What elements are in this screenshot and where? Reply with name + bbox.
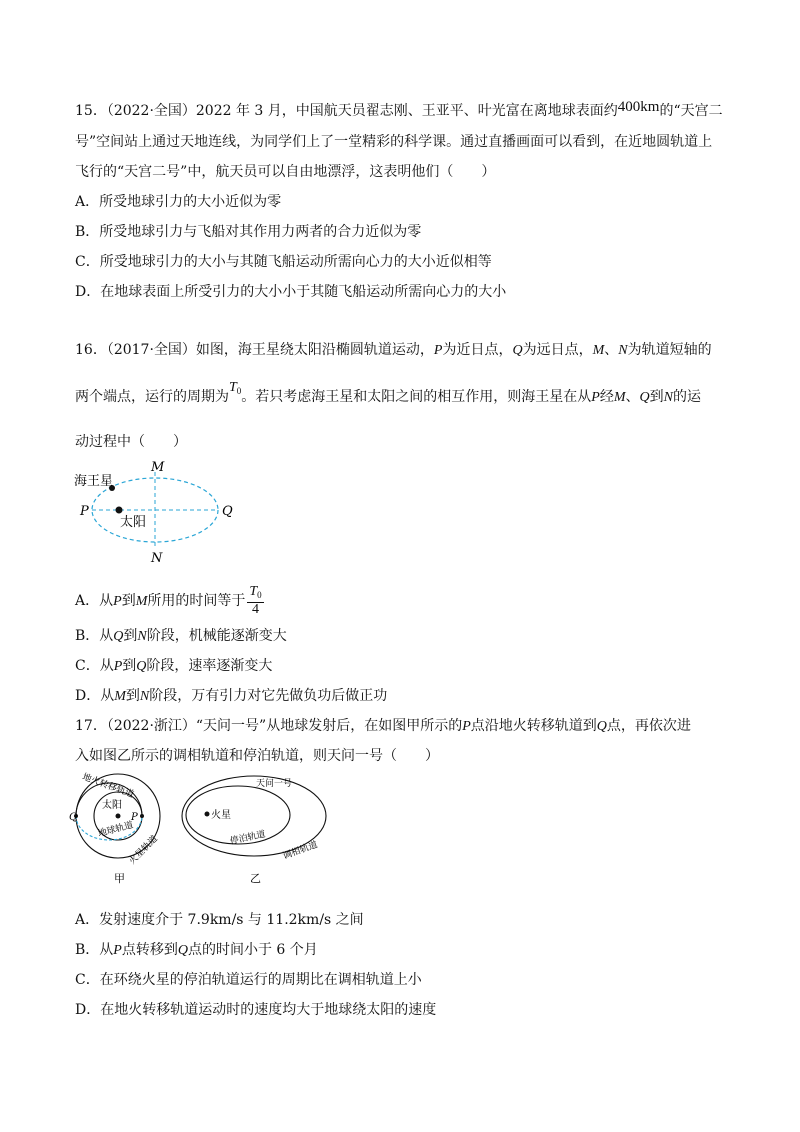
- t0-over-4: $\frac{T_0}{4}$: [249, 584, 262, 617]
- q17-figure-jia: [69, 766, 182, 886]
- sun-dot: [116, 814, 121, 819]
- q17-option-b: B．从P点转移到Q点的时间小于 6 个月: [75, 942, 318, 958]
- q16-option-d: D．从M到N阶段，万有引力对它先做负功后做正功: [75, 688, 388, 704]
- q17-stem-line1: 17．（2022·浙江）“天问一号”从地球发射后，在如图甲所示的P点沿地火转移轨道到Q点，再依次进: [75, 718, 691, 734]
- sun-label: 太阳: [120, 515, 147, 530]
- q17-stem-line2: 入如图乙所示的调相轨道和停泊轨道，则天问一号（ ）: [75, 748, 439, 764]
- q17-option-a: A．发射速度介于 7.9km/s 与 11.2km/s 之间: [75, 912, 364, 928]
- point-m-label: M: [151, 460, 165, 475]
- point-p-dot: [140, 814, 144, 818]
- phasing-orbit-label: 调相轨道: [281, 840, 320, 862]
- figure-caption-yi: 乙: [250, 872, 261, 885]
- q17-option-c: C．在环绕火星的停泊轨道运行的周期比在调相轨道上小: [75, 972, 422, 988]
- transfer-orbit-label: 地火转移轨道: [80, 772, 135, 801]
- mars-dot: [205, 812, 210, 817]
- figure-caption-jia: 甲: [114, 872, 125, 885]
- parking-orbit-label: 停泊轨道: [229, 829, 267, 847]
- point-p-label: P: [131, 812, 138, 823]
- q16-option-c: C．从P到Q阶段，速率逐渐变大: [75, 658, 273, 674]
- point-n-label: N: [151, 551, 163, 566]
- q16-option-b: B．从Q到N阶段，机械能逐渐变大: [75, 628, 287, 644]
- q16-stem-line1: 16．（2017·全国）如图，海王星绕太阳沿椭圆轨道运动，P为近日点，Q为远日点，M、N为轨道短轴的: [75, 342, 712, 358]
- q15-stem-line1: 15．（2022·全国）2022 年 3 月，中国航天员翟志刚、王亚平、叶光富在离地球表面约400km的“天宫二: [75, 99, 723, 119]
- q16-option-a: A．从P到M所用的时间等于 $\frac{T_0}{4}$: [75, 584, 262, 617]
- q15-stem-line2: 号”空间站上通过天地连线，为同学们上了一堂精彩的科学课。通过直播画面可以看到，在近地圆轨道上: [75, 134, 713, 150]
- sun-label: 太阳: [102, 800, 122, 811]
- q16-orbit-figure: [70, 458, 250, 568]
- earth-orbit-label: 地球轨道: [97, 820, 135, 840]
- q15-option-a: A．所受地球引力的大小近似为零: [75, 194, 282, 210]
- q16-stem-line3: 动过程中（ ）: [75, 434, 187, 450]
- mars-orbit-label: 火星轨道: [127, 834, 160, 867]
- q16-stem-line2: 两个端点，运行的周期为$T_0$。若只考虑海王星和太阳之间的相互作用，则海王星在从P经M、Q到N的运: [75, 380, 701, 405]
- point-p-label: P: [80, 504, 89, 519]
- q15-option-c: C．所受地球引力的大小与其随飞船运动所需向心力的大小近似相等: [75, 254, 492, 270]
- q17-option-d: D．在地火转移轨道运动时的速度均大于地球绕太阳的速度: [75, 1002, 437, 1018]
- q15-option-d: D．在地球表面上所受引力的大小小于其随飞船运动所需向心力的大小: [75, 284, 507, 300]
- mars-label: 火星: [211, 810, 231, 821]
- q17-figure-yi: [180, 766, 340, 886]
- q15-distance: 400km: [617, 99, 660, 115]
- neptune-label: 海王星: [74, 474, 114, 489]
- point-q-label: Q: [222, 504, 233, 519]
- probe-label: 天问一号: [256, 779, 293, 789]
- q15-option-b: B．所受地球引力与飞船对其作用力两者的合力近似为零: [75, 224, 422, 240]
- point-q-label: Q: [69, 812, 78, 823]
- sun-dot: [116, 507, 123, 514]
- q15-stem-line3: 飞行的“天宫二号”中，航天员可以自由地漂浮，这表明他们（ ）: [75, 164, 496, 180]
